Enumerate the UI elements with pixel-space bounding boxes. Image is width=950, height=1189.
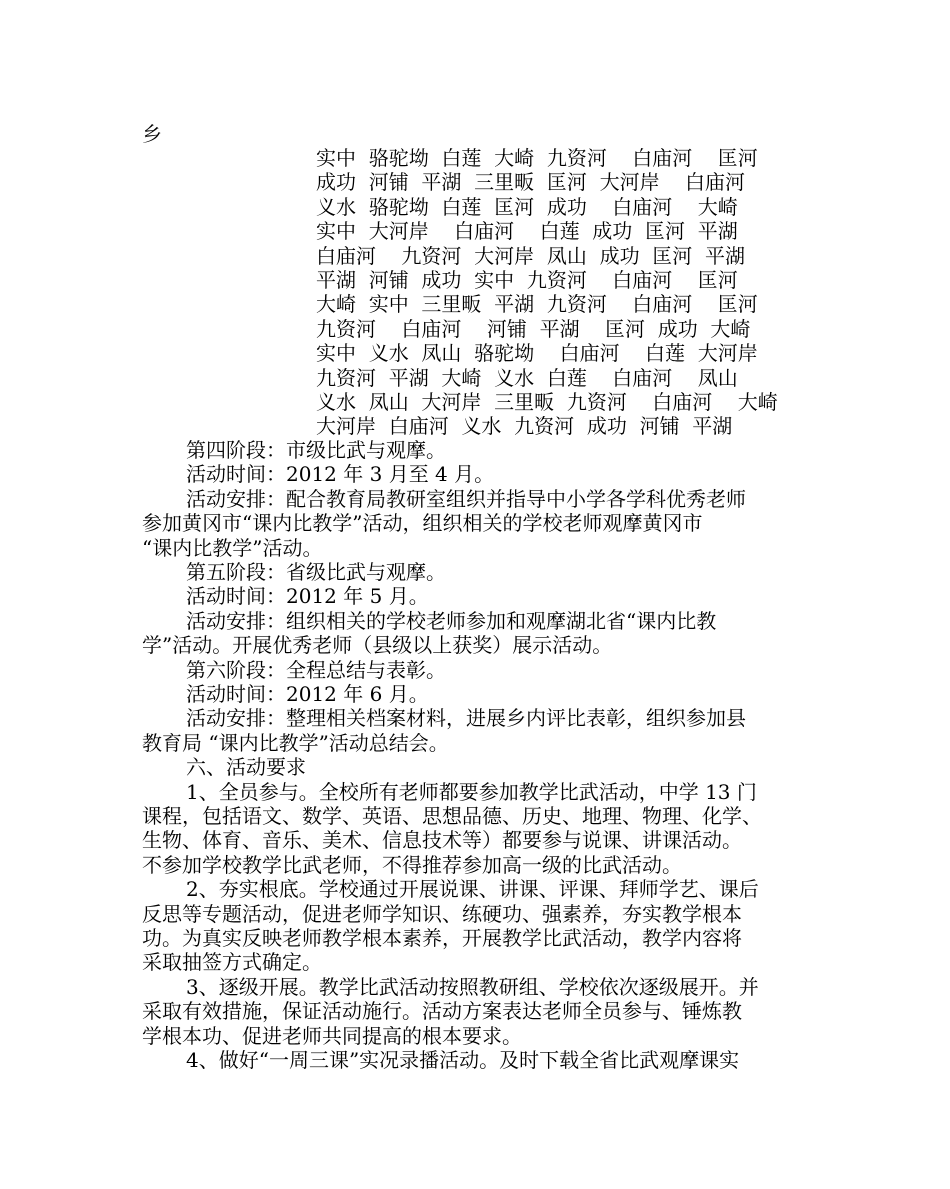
body-line: 教育局 “课内比教学”活动总结会。	[142, 730, 449, 755]
schedule-row: 大崎 实中 三里畈 平湖 九资河 白庙河 匡河	[316, 292, 758, 317]
body-line: 采取抽签方式确定。	[142, 950, 322, 975]
body-line: 六、活动要求	[186, 755, 306, 780]
body-line: 2、夯实根底。学校通过开展说课、讲课、评课、拜师学艺、课后	[186, 877, 759, 902]
body-line: 第五阶段：省级比武与观摩。	[186, 560, 446, 584]
schedule-row: 实中 骆驼坳 白莲 大崎 九资河 白庙河 匡河	[316, 146, 758, 170]
body-line: 参加黄冈市“课内比教学”活动，组织相关的学校老师观摩黄冈市	[142, 511, 703, 536]
body-line: 第四阶段：市级比武与观摩。	[186, 438, 446, 462]
body-line: 活动时间：2012 年 3 月至 4 月。	[186, 462, 495, 487]
body-line: 生物、体育、音乐、美术、信息技术等）都要参与说课、讲课活动。	[142, 828, 742, 853]
body-line: 学根本功、促进老师共同提高的根本要求。	[142, 1023, 522, 1048]
schedule-row: 实中 义水 凤山 骆驼坳 白庙河 白莲 大河岸	[316, 341, 758, 366]
body-line: 1、全员参与。全校所有老师都要参加教学比武活动，中学 13 门	[186, 779, 757, 804]
schedule-row: 九资河 白庙河 河铺 平湖 匡河 成功 大崎	[316, 316, 751, 341]
schedule-row: 白庙河 九资河 大河岸 凤山 成功 匡河 平湖	[316, 243, 746, 268]
body-line: 不参加学校教学比武老师，不得推荐参加高一级的比武活动。	[142, 852, 682, 877]
body-line: 第六阶段：全程总结与表彰。	[186, 657, 446, 682]
schedule-row: 大河岸 白庙河 义水 九资河 成功 河铺 平湖	[316, 414, 733, 439]
body-line: 活动安排：配合教育局教研室组织并指导中小学各学科优秀老师	[186, 486, 746, 511]
body-line: 功。为真实反映老师教学根本素养，开展教学比武活动，教学内容将	[142, 926, 742, 950]
orphan-line: 乡	[142, 122, 162, 146]
body-line: 采取有效措施，保证活动施行。活动方案表达老师全员参与、锤炼教	[142, 999, 742, 1024]
body-line: 活动安排：整理相关档案材料，进展乡内评比表彰，组织参加县	[186, 706, 746, 731]
schedule-row: 九资河 平湖 大崎 义水 白莲 白庙河 凤山	[316, 365, 738, 390]
body-line: “课内比教学”活动。	[142, 535, 323, 560]
schedule-row: 义水 骆驼坳 白莲 匡河 成功 白庙河 大崎	[316, 194, 738, 219]
body-line: 4、做好“一周三课”实况录播活动。及时下载全省比武观摩课实	[186, 1048, 740, 1072]
schedule-row: 成功 河铺 平湖 三里畈 匡河 大河岸 白庙河	[316, 170, 746, 195]
schedule-row: 义水 凤山 大河岸 三里畈 九资河 白庙河 大崎	[316, 390, 778, 414]
body-line: 3、逐级开展。教学比武活动按照教研组、学校依次逐级展开。并	[186, 974, 759, 999]
body-line: 课程，包括语文、数学、英语、思想品德、历史、地理、物理、化学、	[142, 804, 762, 828]
schedule-row: 平湖 河铺 成功 实中 九资河 白庙河 匡河	[316, 268, 738, 292]
body-line: 活动时间：2012 年 6 月。	[186, 682, 429, 706]
body-line: 活动安排：组织相关的学校老师参加和观摩湖北省“课内比教	[186, 608, 717, 633]
body-line: 反思等专题活动，促进老师学知识、练硬功、强素养，夯实教学根本	[142, 901, 742, 926]
body-line: 学”活动。开展优秀老师（县级以上获奖）展示活动。	[142, 633, 613, 658]
schedule-row: 实中 大河岸 白庙河 白莲 成功 匡河 平湖	[316, 219, 738, 244]
body-line: 活动时间：2012 年 5 月。	[186, 584, 429, 609]
